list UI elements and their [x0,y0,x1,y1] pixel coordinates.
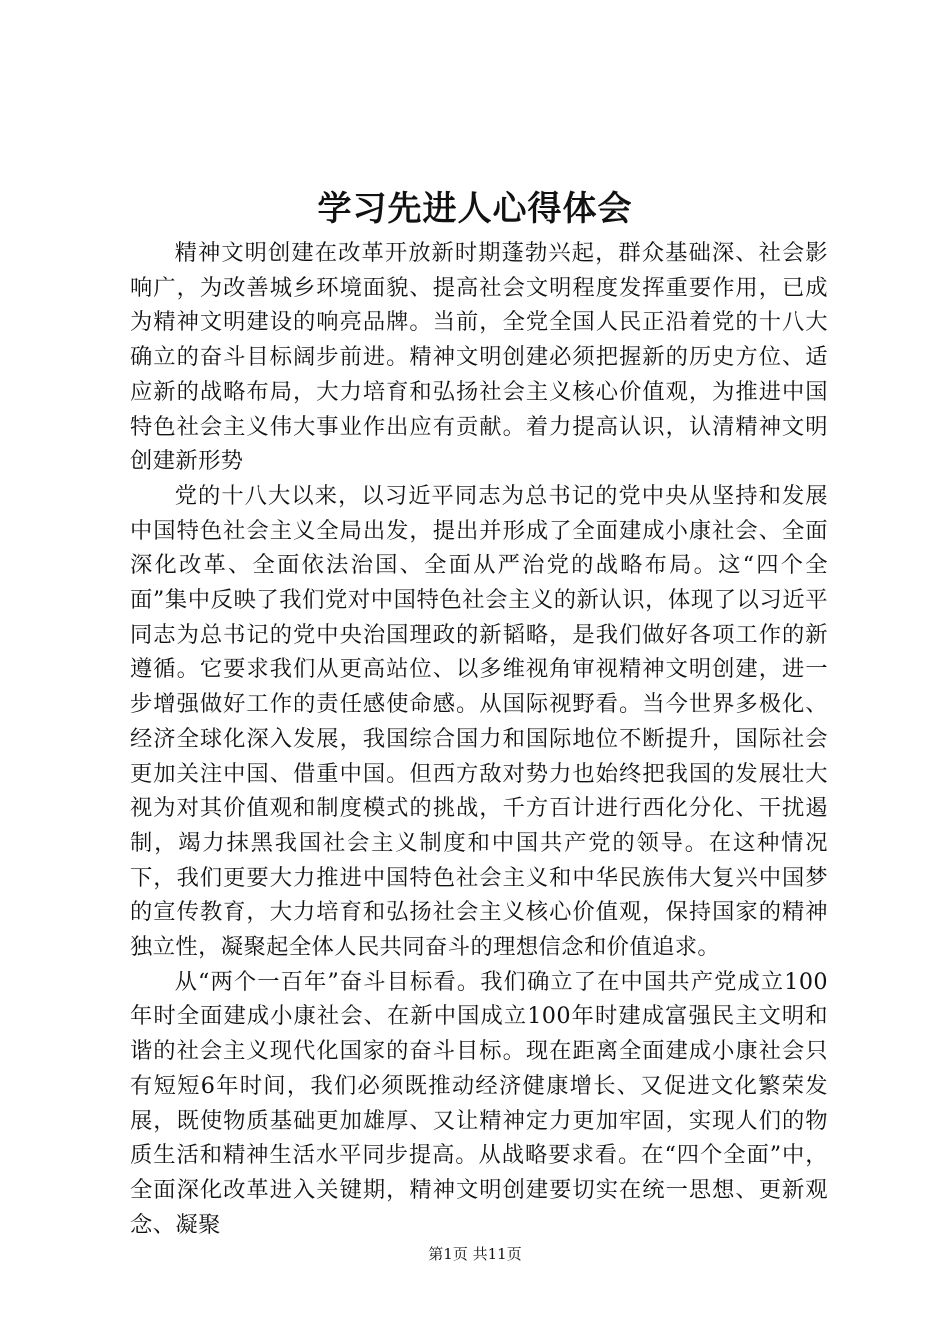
paragraph-2: 党的十八大以来，以习近平同志为总书记的党中央从坚持和发展中国特色社会主义全局出发，提出并形成了全面建成小康社会、全面深化改革、全面依法治国、全面从严治党的战略布局。这“四个全面”集中反映了我们党对中国特色社会主义的新认识，体现了以习近平同志为总书记的党中央治国理政的新韬略，是我们做好各项工作的新遵循。它要求我们从更高站位、以多维视角审视精神文明创建，进一步增强做好工作的责任感使命感。从国际视野看。当今世界多极化、经济全球化深入发展，我国综合国力和国际地位不断提升，国际社会更加关注中国、借重中国。但西方敌对势力也始终把我国的发展壮大视为对其价值观和制度模式的挑战，千方百计进行西化分化、干扰遏制，竭力抹黑我国社会主义制度和中国共产党的领导。在这种情况下，我们更要大力推进中国特色社会主义和中华民族伟大复兴中国梦的宣传教育，大力培育和弘扬社会主义核心价值观，保持国家的精神独立性，凝聚起全体人民共同奋斗的理想信念和价值追求。 [130,482,828,961]
document-title: 学习先进人心得体会 [317,189,633,229]
page-number-footer: 第1页 共11页 [428,1245,522,1263]
paragraph-1: 精神文明创建在改革开放新时期蓬勃兴起，群众基础深、社会影响广，为改善城乡环境面貌、提高社会文明程度发挥重要作用，已成为精神文明建设的响亮品牌。当前，全党全国人民正沿着党的十八大确立的奋斗目标阔步前进。精神文明创建必须把握新的历史方位、适应新的战略布局，大力培育和弘扬社会主义核心价值观，为推进中国特色社会主义伟大事业作出应有贡献。着力提高认识，认清精神文明创建新形势 [130,240,828,475]
paragraph-3: 从“两个一百年”奋斗目标看。我们确立了在中国共产党成立100年时全面建成小康社会、在新中国成立100年时建成富强民主文明和谐的社会主义现代化国家的奋斗目标。现在距离全面建成小康社会只有短短6年时间，我们必须既推动经济健康增长、又促进文化繁荣发展，既使物质基础更加雄厚、又让精神定力更加牢固，实现人们的物质生活和精神生活水平同步提高。从战略要求看。在“四个全面”中，全面深化改革进入关键期，精神文明创建要切实在统一思想、更新观念、凝聚 [130,968,828,1238]
document-body [130,236,828,1242]
